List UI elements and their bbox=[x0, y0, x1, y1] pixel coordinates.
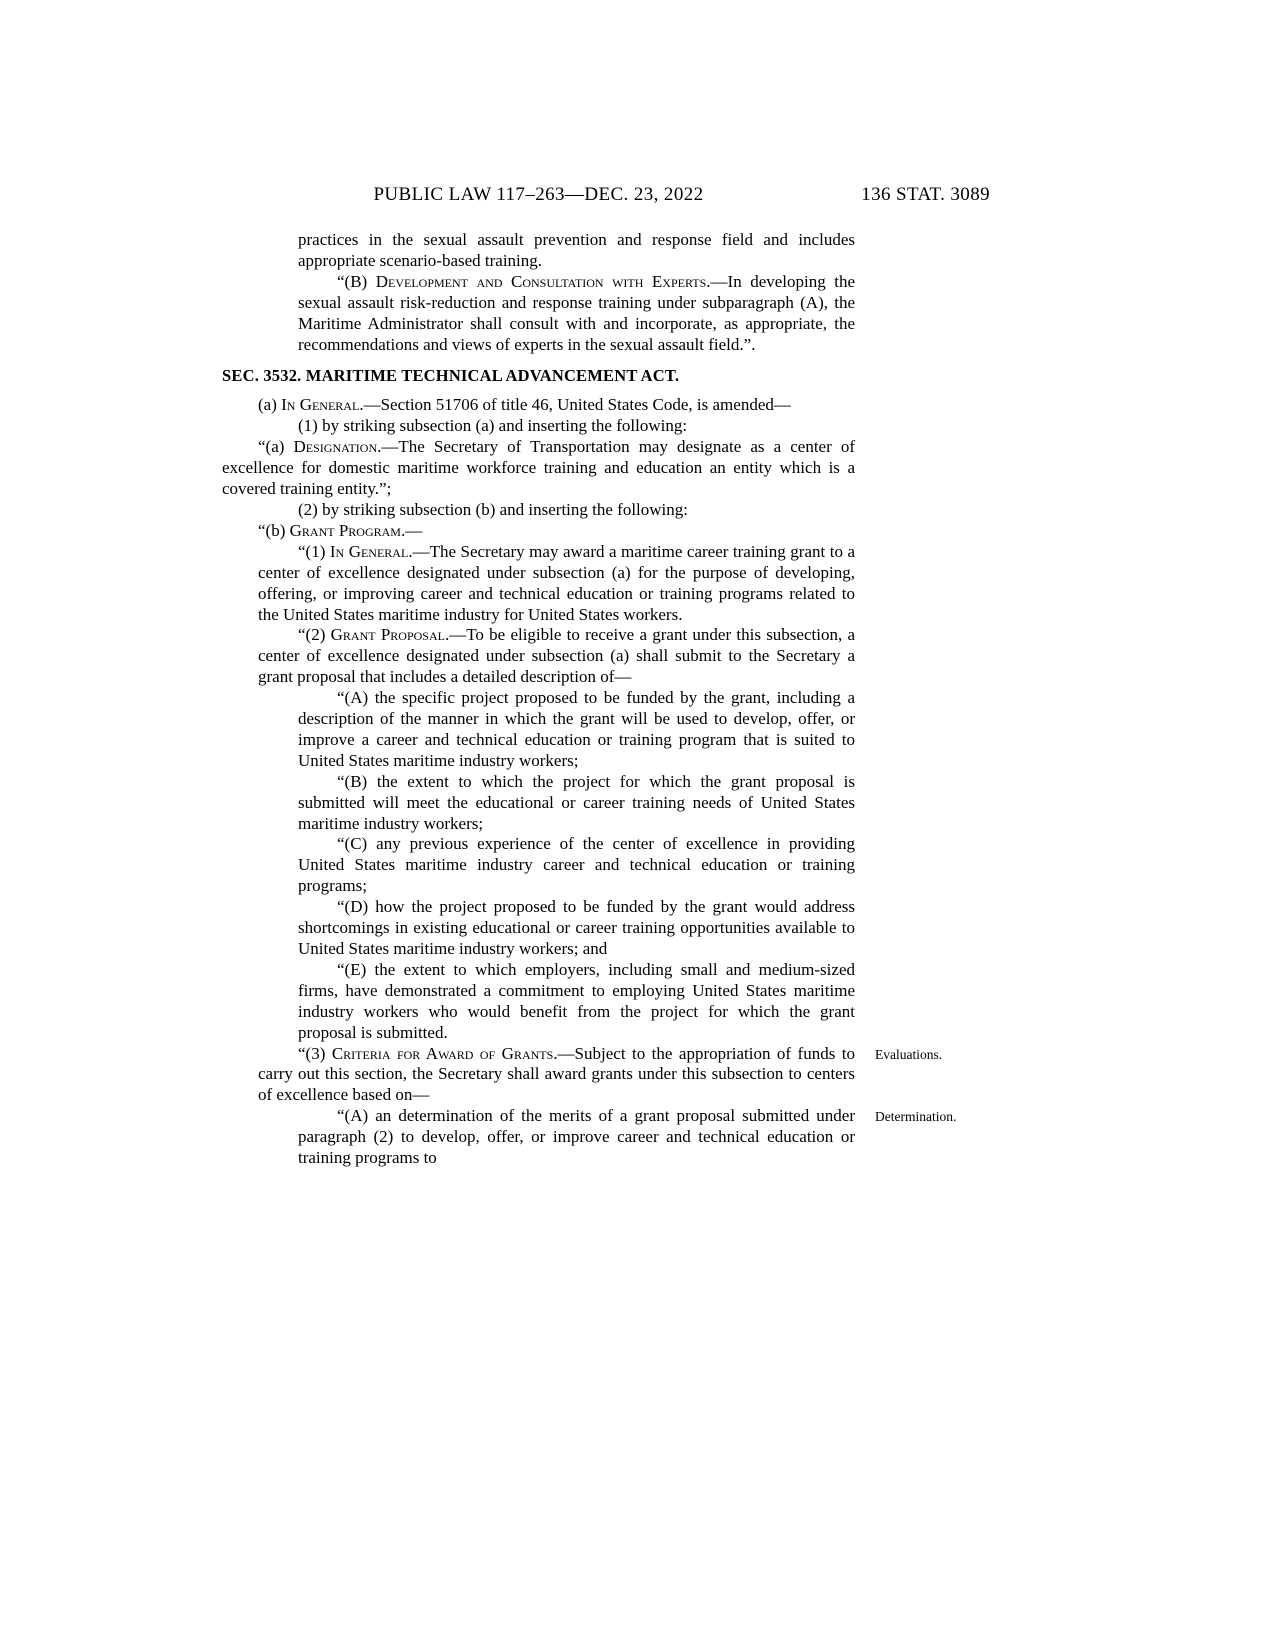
paragraph-row bbox=[222, 500, 855, 521]
statute-text-column bbox=[222, 230, 957, 1169]
section-heading: SEC. 3532. MARITIME TECHNICAL ADVANCEMENT ACT. bbox=[222, 366, 680, 386]
text-run: .—Section 51706 of title 46, United States Code, is amended— bbox=[359, 395, 791, 415]
paragraph-row bbox=[222, 521, 855, 542]
text-run: “(B) bbox=[337, 271, 376, 291]
text-run: .— bbox=[400, 520, 423, 540]
text-run: “(E) the extent to which employers, including small and medium-sized firms, have demonstrated a commitment to employing United States maritime industry workers who would benefit from the project for which the grant proposal is submitted. bbox=[298, 959, 855, 1042]
paragraph-row bbox=[222, 834, 855, 897]
small-caps-term: Grant Proposal bbox=[330, 625, 445, 645]
text-run: practices in the sexual assault prevention and response field and includes appropriate scenario-based training. bbox=[298, 230, 855, 270]
text-run: “(3) bbox=[298, 1043, 332, 1063]
paragraph-text bbox=[222, 437, 855, 500]
paragraph-row bbox=[222, 688, 855, 772]
text-run: (1) by striking subsection (a) and inserting the following: bbox=[298, 416, 688, 436]
text-run: “(A) the specific project proposed to be funded by the grant, including a description of the manner in which the grant will be used to develop, offer, or improve a career and technical education or training program that is suited to United States maritime industry workers; bbox=[298, 688, 855, 770]
paragraph-text bbox=[222, 395, 855, 416]
paragraph-row bbox=[222, 772, 855, 835]
paragraph-row bbox=[222, 230, 855, 272]
paragraph-text bbox=[298, 834, 855, 897]
paragraph-text bbox=[298, 1106, 855, 1169]
text-run: .—Subject to the appropriation of funds to carry out this section, the Secretary shall award grants under this subsection to centers of excellence based on— bbox=[258, 1043, 856, 1105]
paragraph-row bbox=[222, 416, 855, 437]
text-run: (2) by striking subsection (b) and inserting the following: bbox=[298, 499, 688, 519]
text-run: .—The Secretary may award a maritime career training grant to a center of excellence designated under subsection (a) for the purpose of developing, offering, or improving career and technical education or training programs related to the United States maritime industry for United States workers. bbox=[258, 541, 855, 624]
paragraph-text bbox=[258, 542, 855, 626]
paragraph-row bbox=[222, 272, 855, 356]
paragraph-row bbox=[222, 437, 855, 500]
small-caps-term: In General bbox=[281, 395, 360, 415]
paragraph-text bbox=[298, 230, 855, 272]
text-run: (a) bbox=[258, 395, 282, 415]
paragraph-row bbox=[222, 960, 855, 1044]
text-run: .—To be eligible to receive a grant under this subsection, a center of excellence designated under subsection (a) shall submit to the Secretary a grant proposal that includes a detailed description of— bbox=[258, 625, 855, 687]
text-run: .—In developing the sexual assault risk-reduction and response training under subparagraph (A), the Maritime Administrator shall consult with and incorporate, as appropriate, the recommendations and views of experts in the sexual assault field.”. bbox=[298, 271, 856, 354]
public-law-title: PUBLIC LAW 117–263—DEC. 23, 2022 bbox=[373, 184, 704, 205]
small-caps-term: Grant Program bbox=[289, 520, 401, 540]
paragraph-text bbox=[258, 521, 855, 542]
margin-note: Evaluations. bbox=[875, 1046, 943, 1062]
statute-page-number: 136 STAT. 3089 bbox=[861, 184, 990, 205]
text-run: “(C) any previous experience of the center of excellence in providing United States maritime industry career and technical education or training programs; bbox=[298, 834, 855, 896]
paragraph-text bbox=[298, 897, 855, 960]
text-run: “(2) bbox=[298, 625, 331, 645]
text-run: “(B) the extent to which the project for which the grant proposal is submitted will meet the educational or career training needs of United States maritime industry workers; bbox=[298, 771, 855, 833]
text-run: “(a) bbox=[258, 437, 294, 457]
paragraph-row bbox=[222, 625, 855, 688]
paragraph-row bbox=[222, 1043, 943, 1107]
paragraph-row bbox=[222, 395, 855, 416]
paragraph-text bbox=[298, 272, 855, 356]
paragraph-text bbox=[258, 500, 855, 521]
paragraph-text bbox=[298, 772, 855, 835]
paragraph-row bbox=[222, 897, 855, 960]
paragraph-text bbox=[258, 1044, 855, 1107]
paragraph-row bbox=[222, 542, 855, 626]
small-caps-term: In General bbox=[329, 541, 409, 561]
text-run: “(1) bbox=[298, 541, 330, 561]
small-caps-term: Designation bbox=[293, 437, 378, 457]
paragraph-text bbox=[298, 960, 855, 1044]
text-run: “(A) an determination of the merits of a grant proposal submitted under paragraph (2) to develop, offer, or improve career and technical education or training programs to bbox=[298, 1106, 855, 1168]
paragraph-text bbox=[258, 416, 855, 437]
text-run: “(b) bbox=[258, 520, 290, 540]
paragraph-row bbox=[222, 1106, 957, 1169]
page-header bbox=[222, 184, 990, 208]
small-caps-term: Development and Consultation with Experts bbox=[375, 271, 707, 291]
text-run: “(D) how the project proposed to be funded by the grant would address shortcomings in existing educational or career training opportunities available to United States maritime industry workers; and bbox=[298, 897, 855, 958]
margin-note: Determination. bbox=[875, 1109, 957, 1125]
paragraph-text bbox=[298, 688, 855, 772]
small-caps-term: Criteria for Award of Grants bbox=[331, 1043, 554, 1063]
paragraph-text bbox=[258, 625, 855, 688]
text-run: .—The Secretary of Transportation may designate as a center of excellence for domestic maritime workforce training and education an entity which is a covered training entity.”; bbox=[222, 437, 855, 499]
